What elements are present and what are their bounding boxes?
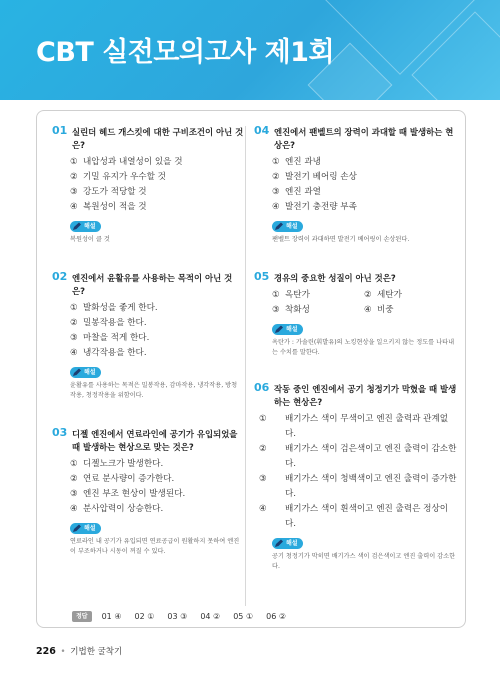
explanation-text: 복원성이 클 것 bbox=[70, 236, 110, 243]
option-2[interactable]: ② 세탄가 bbox=[364, 290, 402, 300]
question-text: 엔진에서 팬벨트의 장력이 과대할 때 발생하는 현상은? bbox=[274, 127, 454, 150]
option-list bbox=[259, 412, 459, 532]
option-1[interactable]: ① 내압성과 내열성이 있을 것 bbox=[70, 157, 183, 167]
option-2[interactable]: ② 기밀 유지가 우수할 것 bbox=[70, 172, 166, 182]
pencil-icon bbox=[274, 539, 284, 548]
option-1[interactable]: ① 디젤노크가 발생한다. bbox=[70, 459, 164, 469]
footer-separator: • bbox=[60, 647, 66, 657]
option-list bbox=[272, 155, 459, 215]
pencil-icon bbox=[274, 222, 284, 231]
option-3[interactable]: ③ 엔진 부조 현상이 발생된다. bbox=[70, 489, 186, 499]
answer-item: 03 ③ bbox=[167, 612, 188, 621]
question-number: 01 bbox=[52, 124, 68, 137]
option-3[interactable]: ③ 착화성 bbox=[272, 305, 310, 315]
question-01 bbox=[52, 126, 244, 245]
question-number: 02 bbox=[52, 270, 68, 283]
pencil-icon bbox=[72, 368, 82, 377]
explanation-badge: 해설 bbox=[272, 324, 303, 335]
pencil-icon bbox=[274, 325, 284, 334]
option-1[interactable]: ① 배기가스 색이 무색이고 엔진 출력과 관계없다. bbox=[259, 414, 449, 439]
answer-key bbox=[72, 611, 299, 622]
option-list bbox=[70, 457, 242, 517]
option-4[interactable]: ④ 분사압력이 상승한다. bbox=[70, 504, 164, 514]
explanation-badge: 해설 bbox=[70, 221, 101, 232]
option-list bbox=[70, 301, 242, 361]
explanation-text: 팬벨트 장력이 과대하면 발전기 베어링이 손상된다. bbox=[272, 236, 410, 243]
question-number: 05 bbox=[254, 270, 270, 283]
question-number: 04 bbox=[254, 124, 270, 137]
pencil-icon bbox=[72, 222, 82, 231]
answer-item: 04 ② bbox=[200, 612, 221, 621]
answer-key-label: 정답 bbox=[72, 611, 92, 622]
question-03 bbox=[52, 428, 242, 557]
page-footer bbox=[36, 645, 122, 657]
option-list bbox=[70, 155, 244, 215]
option-3[interactable]: ③ 마찰을 적게 한다. bbox=[70, 333, 150, 343]
explanation-text: 옥탄가 : 가솔린(휘발유)의 노킹현상을 일으키지 않는 정도를 나타내는 수치를 말한다. bbox=[272, 339, 455, 356]
option-4[interactable]: ④ 배기가스 색이 흰색이고 엔진 출력은 정상이다. bbox=[259, 504, 449, 529]
option-list bbox=[272, 288, 459, 318]
explanation-badge: 해설 bbox=[272, 538, 303, 549]
option-1[interactable]: ① 발화성을 좋게 한다. bbox=[70, 303, 158, 313]
question-text: 작동 중인 엔진에서 공기 청정기가 막혔을 때 발생하는 현상은? bbox=[274, 384, 457, 407]
option-3[interactable]: ③ 배기가스 색이 청백색이고 엔진 출력이 증가한다. bbox=[259, 474, 457, 499]
answer-item: 02 ① bbox=[134, 612, 155, 621]
question-text: 경유의 중요한 성질이 아닌 것은? bbox=[274, 273, 396, 283]
question-number: 06 bbox=[254, 381, 270, 394]
option-3[interactable]: ③ 강도가 적당할 것 bbox=[70, 187, 147, 197]
pencil-icon bbox=[72, 524, 82, 533]
answer-item: 01 ④ bbox=[101, 612, 122, 621]
explanation-badge: 해설 bbox=[70, 367, 101, 378]
question-04 bbox=[254, 126, 459, 245]
option-4[interactable]: ④ 복원성이 적을 것 bbox=[70, 202, 147, 212]
explanation-text: 연료라인 내 공기가 유입되면 연료공급이 원활하지 못하여 엔진이 부조하거나 시동이 꺼질 수 있다. bbox=[70, 538, 240, 555]
question-text: 실린더 헤드 개스킷에 대한 구비조건이 아닌 것은? bbox=[72, 127, 244, 150]
book-title: 기법한 굴착기 bbox=[70, 647, 123, 657]
explanation-text: 윤활유를 사용하는 목적은 밀봉작용, 감마작용, 냉각작용, 방청작용, 청정작용을 위함이다. bbox=[70, 382, 238, 399]
question-02 bbox=[52, 272, 242, 401]
answer-item: 05 ① bbox=[233, 612, 254, 621]
option-2[interactable]: ② 연료 분사량이 증가한다. bbox=[70, 474, 175, 484]
option-4[interactable]: ④ 냉각작용을 한다. bbox=[70, 348, 147, 358]
page-title: CBT 실전모의고사 제1회 bbox=[36, 37, 335, 68]
page-number: 226 bbox=[36, 646, 56, 657]
question-05 bbox=[254, 272, 459, 358]
question-number: 03 bbox=[52, 426, 68, 439]
explanation-badge: 해설 bbox=[272, 221, 303, 232]
option-3[interactable]: ③ 엔진 과열 bbox=[272, 187, 321, 197]
question-text: 엔진에서 윤활유를 사용하는 목적이 아닌 것은? bbox=[72, 273, 233, 296]
answer-item: 06 ② bbox=[266, 612, 287, 621]
option-4[interactable]: ④ 비중 bbox=[364, 305, 394, 315]
column-divider bbox=[245, 126, 246, 606]
title-banner bbox=[0, 0, 500, 100]
option-2[interactable]: ② 배기가스 색이 검은색이고 엔진 출력이 감소한다. bbox=[259, 444, 457, 469]
question-text: 디젤 엔진에서 연료라인에 공기가 유입되었을 때 발생하는 현상으로 맞는 것은? bbox=[72, 429, 238, 452]
option-1[interactable]: ① 엔진 과냉 bbox=[272, 157, 321, 167]
explanation-text: 공기 청정기가 막히면 배기가스 색이 검은색이고 엔진 출력이 감소한다. bbox=[272, 553, 456, 570]
option-4[interactable]: ④ 발전기 충전량 부족 bbox=[272, 202, 357, 212]
option-2[interactable]: ② 발전기 베어링 손상 bbox=[272, 172, 357, 182]
option-1[interactable]: ① 옥탄가 bbox=[272, 290, 310, 300]
option-2[interactable]: ② 밀봉작용을 한다. bbox=[70, 318, 147, 328]
explanation-badge: 해설 bbox=[70, 523, 101, 534]
question-06 bbox=[254, 383, 459, 572]
